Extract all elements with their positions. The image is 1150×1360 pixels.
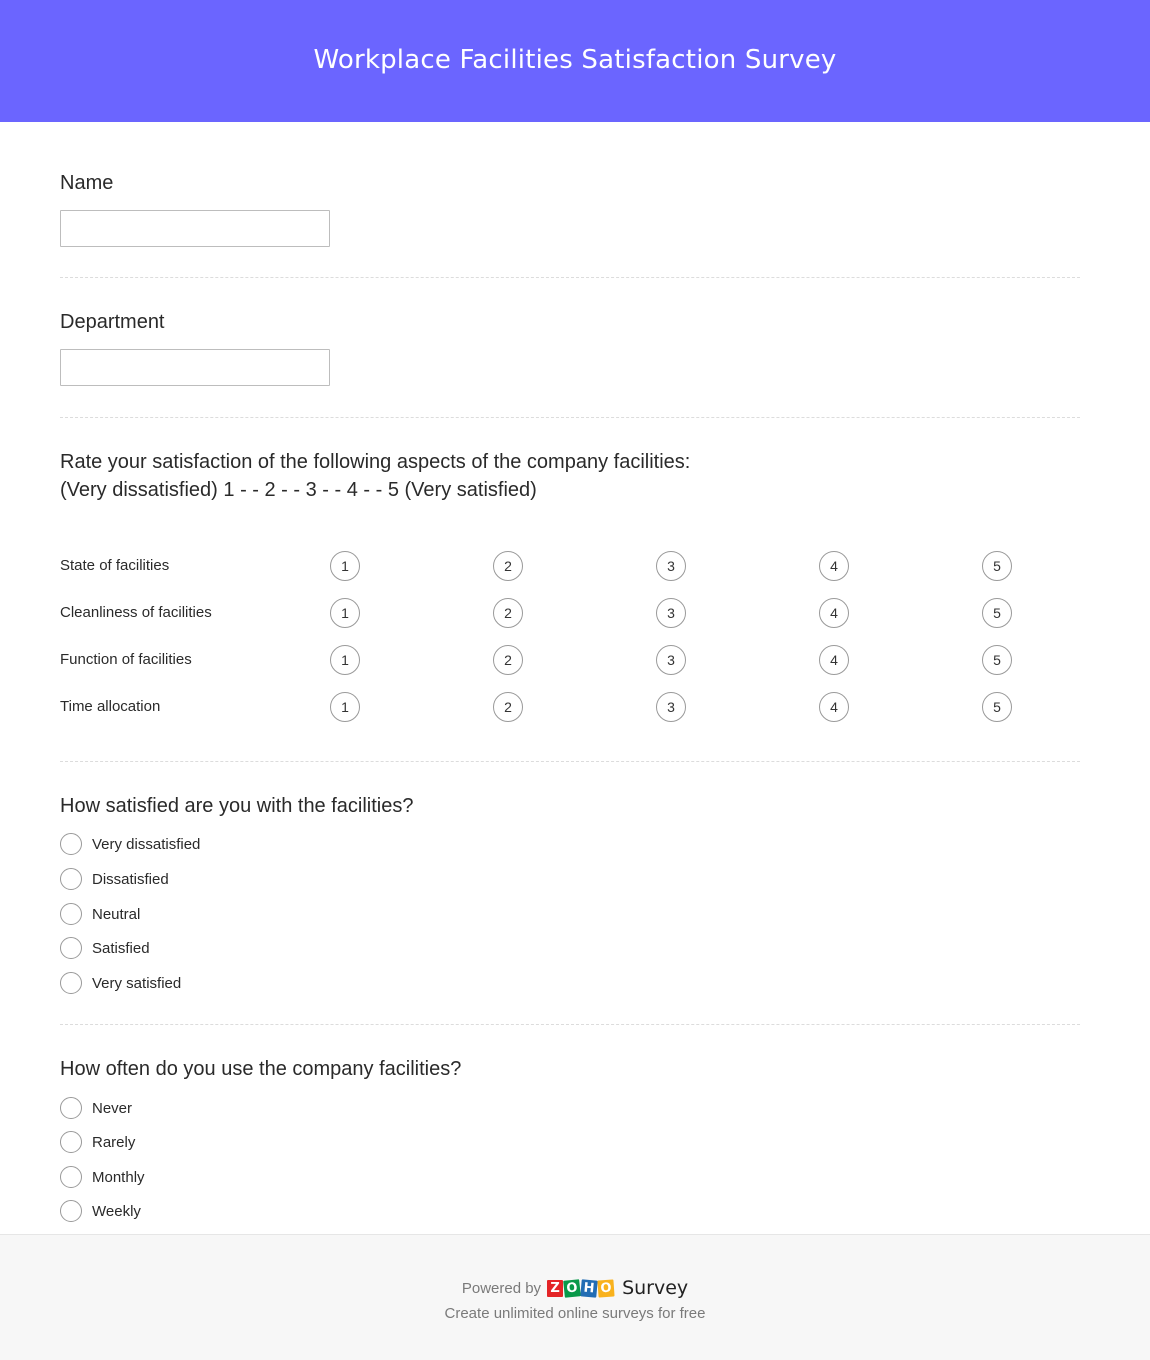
rating-option-2[interactable]: 2 [493, 551, 523, 581]
rating-option-1[interactable]: 1 [330, 692, 360, 722]
radio-label: Neutral [92, 905, 141, 923]
footer-tagline-link[interactable]: Create unlimited online surveys for free [444, 1305, 706, 1322]
frequency-option[interactable] [60, 1165, 145, 1189]
zoho-logo-letter: H [580, 1279, 597, 1297]
brand-survey-text: Survey [622, 1277, 689, 1299]
zoho-logo-letter: O [597, 1279, 614, 1297]
rating-option-3[interactable]: 3 [656, 645, 686, 675]
rating-option-2[interactable]: 2 [493, 692, 523, 722]
rating-option-2[interactable]: 2 [493, 645, 523, 675]
radio-button[interactable] [60, 1131, 82, 1153]
rating-question-label [60, 448, 1080, 504]
satisfaction-option[interactable] [60, 902, 140, 926]
radio-label: Weekly [92, 1202, 141, 1220]
satisfaction-option[interactable] [60, 867, 169, 891]
matrix-row [60, 551, 1080, 581]
radio-label: Dissatisfied [92, 870, 169, 888]
matrix-row [60, 645, 1080, 675]
rating-option-2[interactable]: 2 [493, 598, 523, 628]
rating-option-3[interactable]: 3 [656, 598, 686, 628]
divider [60, 417, 1080, 418]
radio-button[interactable] [60, 1166, 82, 1188]
name-input[interactable] [60, 210, 330, 247]
matrix-row [60, 692, 1080, 722]
survey-title: Workplace Facilities Satisfaction Survey [313, 45, 837, 75]
rating-option-5[interactable]: 5 [982, 598, 1012, 628]
satisfaction-option[interactable] [60, 936, 150, 960]
radio-button[interactable] [60, 1097, 82, 1119]
rating-option-4[interactable]: 4 [819, 598, 849, 628]
rating-option-3[interactable]: 3 [656, 551, 686, 581]
footer [0, 1234, 1150, 1360]
frequency-option[interactable] [60, 1199, 141, 1223]
powered-by[interactable] [0, 1277, 1150, 1299]
satisfaction-option[interactable] [60, 832, 200, 856]
radio-label: Satisfied [92, 939, 150, 957]
rating-option-5[interactable]: 5 [982, 692, 1012, 722]
zoho-logo [547, 1280, 615, 1297]
radio-button[interactable] [60, 833, 82, 855]
radio-label: Very satisfied [92, 974, 182, 992]
frequency-option[interactable] [60, 1096, 132, 1120]
rating-option-5[interactable]: 5 [982, 645, 1012, 675]
rating-option-1[interactable]: 1 [330, 551, 360, 581]
radio-button[interactable] [60, 903, 82, 925]
radio-label: Monthly [92, 1168, 145, 1186]
rating-question-line2: (Very dissatisfied) 1 - - 2 - - 3 - - 4 - - 5 (Very satisfied) [60, 479, 537, 501]
divider [60, 277, 1080, 278]
matrix-row-label: State of facilities [60, 557, 170, 574]
frequency-question-label: How often do you use the company facilities? [60, 1058, 462, 1080]
radio-button[interactable] [60, 868, 82, 890]
survey-header [0, 0, 1150, 122]
powered-by-text: Powered by [461, 1279, 542, 1297]
radio-button[interactable] [60, 972, 82, 994]
rating-option-4[interactable]: 4 [819, 551, 849, 581]
name-question-label: Name [60, 172, 114, 194]
rating-option-4[interactable]: 4 [819, 692, 849, 722]
rating-option-5[interactable]: 5 [982, 551, 1012, 581]
radio-label: Very dissatisfied [92, 835, 201, 853]
matrix-row-label: Function of facilities [60, 651, 192, 668]
matrix-row-label: Time allocation [60, 698, 161, 715]
divider [60, 1024, 1080, 1025]
radio-label: Never [92, 1099, 133, 1117]
department-input[interactable] [60, 349, 330, 386]
rating-option-1[interactable]: 1 [330, 645, 360, 675]
rating-option-4[interactable]: 4 [819, 645, 849, 675]
matrix-row [60, 598, 1080, 628]
rating-question-line1: Rate your satisfaction of the following aspects of the company facilities: [60, 451, 691, 473]
satisfaction-option[interactable] [60, 971, 181, 995]
radio-button[interactable] [60, 1200, 82, 1222]
rating-option-3[interactable]: 3 [656, 692, 686, 722]
radio-label: Rarely [92, 1133, 136, 1151]
zoho-logo-letter: O [563, 1279, 581, 1298]
department-question-label: Department [60, 311, 165, 333]
divider [60, 761, 1080, 762]
zoho-logo-letter: Z [547, 1280, 563, 1297]
matrix-row-label: Cleanliness of facilities [60, 604, 212, 621]
radio-button[interactable] [60, 937, 82, 959]
rating-option-1[interactable]: 1 [330, 598, 360, 628]
satisfaction-question-label: How satisfied are you with the facilities? [60, 795, 414, 817]
frequency-option[interactable] [60, 1130, 135, 1154]
